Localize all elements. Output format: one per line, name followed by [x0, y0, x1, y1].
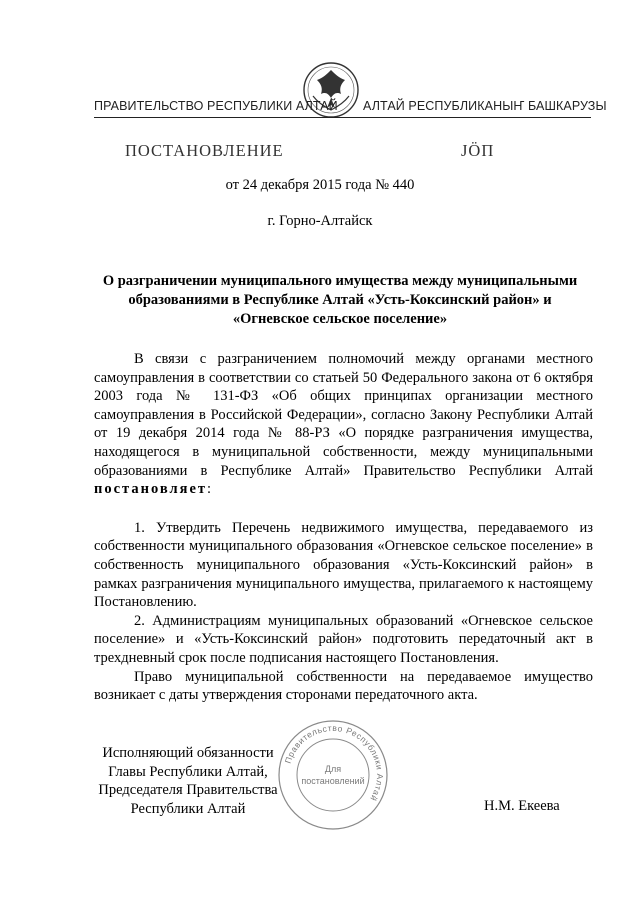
- item-1-paragraph: 1. Утвердить Перечень недвижимого имущества, передаваемого из собственности муниципального образования «Огневское сельское поселение» в собственность муниципального образования «Усть-Коксинский район» в рамках разграничения муниципального имущества, прилагаемого к настоящему Постановлению.: [94, 519, 593, 611]
- document-body: [94, 350, 593, 705]
- org-name-altai: АЛТАЙ РЕСПУБЛИКАНЫҤ БАШКАРУЗЫ: [363, 99, 607, 113]
- document-city: г. Горно-Алтайск: [267, 213, 373, 229]
- closing-paragraph: Право муниципальной собственности на передаваемое имущество возникает с даты утверждения сторонами передаточного акта.: [94, 668, 593, 704]
- document-title: [80, 272, 600, 329]
- title-line: образованиями в Республике Алтай «Усть-Коксинский район» и: [128, 292, 552, 308]
- preamble-paragraph: [94, 350, 593, 499]
- signer-title: [88, 744, 288, 818]
- seal-center-line: Для: [324, 764, 342, 774]
- signer-line: Республики Алтай: [130, 800, 246, 817]
- document-type: ПОСТАНОВЛЕНИЕ: [125, 141, 284, 160]
- decree-word: постановляет: [94, 481, 208, 498]
- preamble-text: В связи с разграничением полномочий между органами местного самоуправления в соответствии со статьей 50 Федерального закона от 6 октября 2003 года № 131-ФЗ «Об общих принципах организации местного самоуправления в Российской Федерации», согласно Закону Республики Алтай от 19 декабря 2014 года № 88-РЗ «О порядке разграничения имущества, находящегося в муниципальной собственности, между муниципальными образованиями в Республике Алтай» Правительство Республики Алтай: [94, 351, 593, 479]
- signer-name: Н.М. Екеева: [484, 798, 560, 814]
- seal-center-line: постановлений: [301, 776, 365, 786]
- signer-line: Исполняющий обязанности: [102, 745, 274, 761]
- header-divider: [94, 117, 591, 118]
- title-line: «Огневское сельское поселение»: [232, 311, 448, 327]
- decree-colon: :: [207, 481, 212, 498]
- org-name-russian: ПРАВИТЕЛЬСТВО РЕСПУБЛИКИ АЛТАЙ: [94, 99, 338, 113]
- item-2-paragraph: 2. Администрациям муниципальных образований «Огневское сельское поселение» и «Усть-Коксинский район» подготовить передаточный акт в трехдневный срок после подписания настоящего Постановления.: [94, 612, 593, 666]
- seal-ring-text: Правительство Республики Алтай: [282, 722, 386, 804]
- signer-line: Председателя Правительства: [98, 782, 278, 798]
- document-type-altai: JÖП: [461, 141, 495, 160]
- title-line: О разграничении муниципального имущества между муниципальными: [102, 273, 578, 289]
- document-date-number: от 24 декабря 2015 года № 440: [225, 177, 415, 193]
- signer-line: Главы Республики Алтай,: [108, 763, 268, 780]
- official-seal-stamp: [276, 718, 390, 832]
